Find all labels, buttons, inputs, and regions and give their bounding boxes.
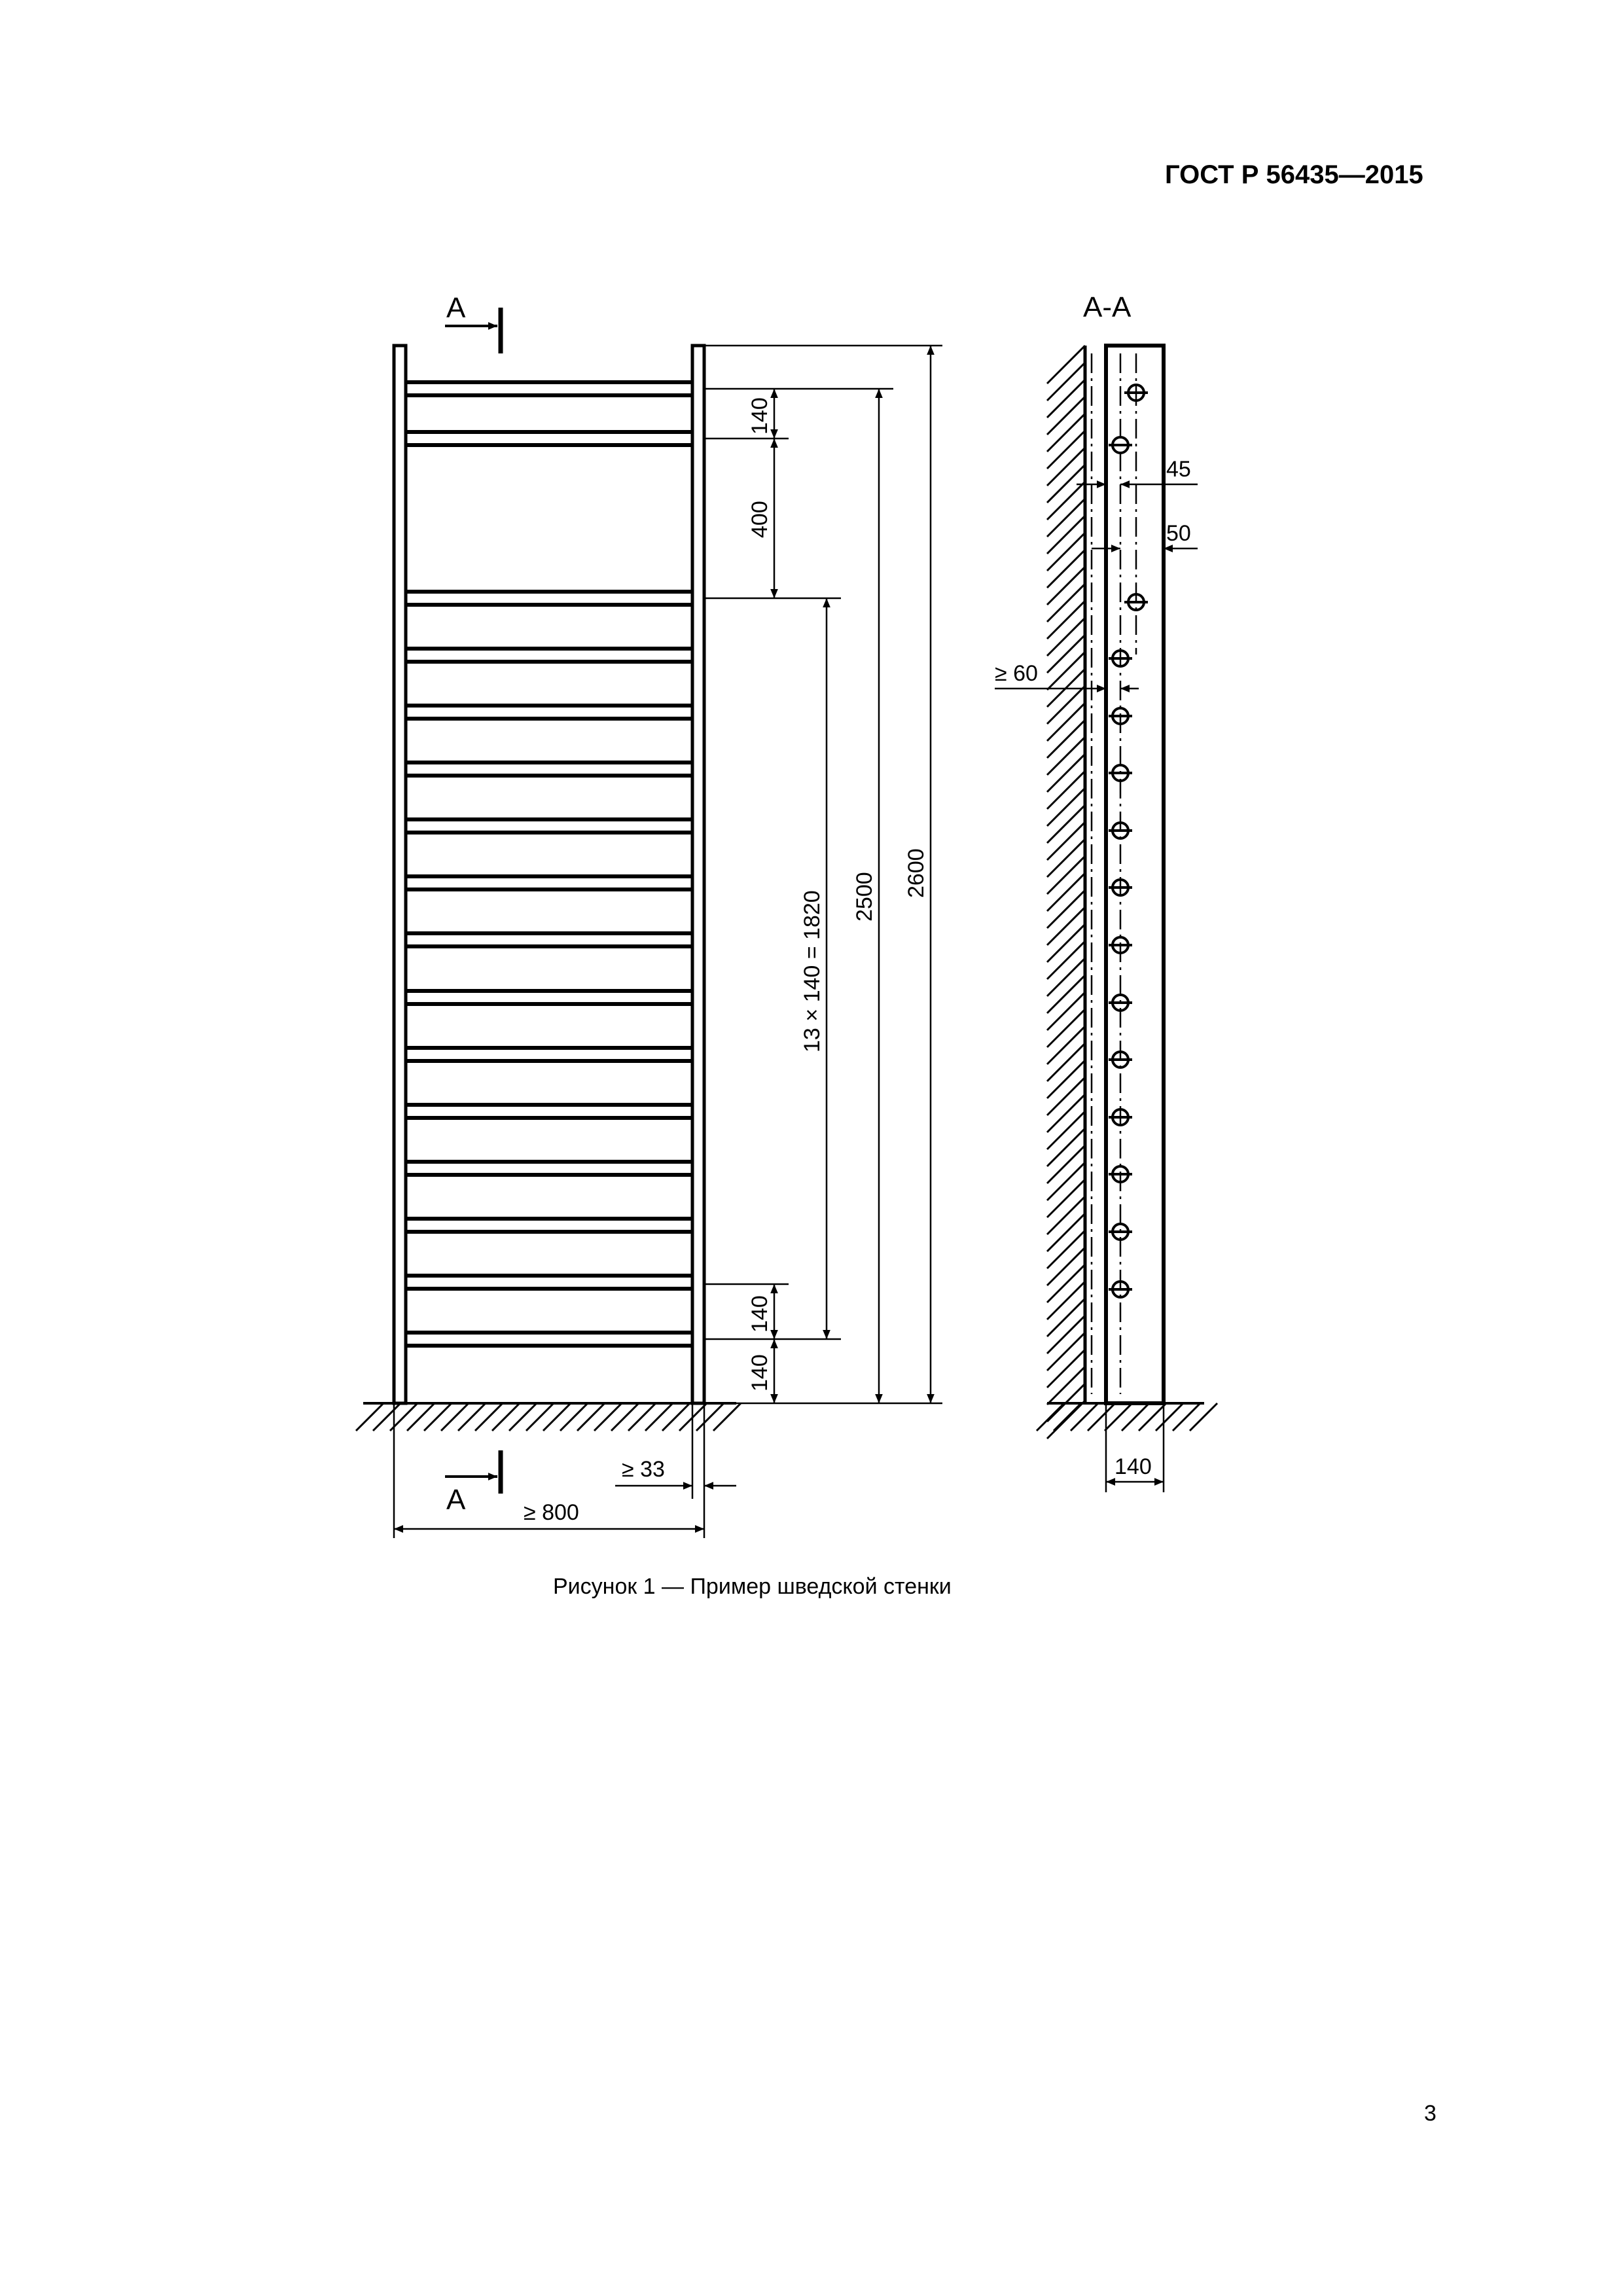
section-marker-top [445, 292, 501, 353]
left-post [394, 346, 406, 1403]
dim-width-800: ≥ 800 [524, 1500, 579, 1525]
dim-400: 400 [747, 501, 772, 538]
dim-50: 50 [1166, 521, 1191, 546]
section-dimension-lines [995, 484, 1198, 1492]
section-dimension-labels [995, 457, 1191, 1479]
dim-140-side: 140 [1115, 1454, 1152, 1479]
section-letter-bottom: A [446, 1484, 466, 1516]
rungs [406, 382, 692, 1346]
section-view [1047, 346, 1164, 1439]
section-title: A-A [1083, 291, 1132, 323]
front-dimension-lines [394, 346, 942, 1538]
dim-45: 45 [1166, 457, 1191, 482]
right-post [692, 346, 704, 1403]
front-dimension-labels [524, 397, 929, 1525]
section-post [1106, 346, 1164, 1403]
front-view [394, 346, 704, 1403]
section-marker-bottom [445, 1450, 501, 1516]
dim-140-top: 140 [747, 397, 772, 435]
dim-2500: 2500 [852, 872, 877, 922]
figure-caption: Рисунок 1 — Пример шведской стенки [553, 1574, 952, 1599]
document-standard-header: ГОСТ Р 56435—2015 [1165, 160, 1423, 189]
page-number: 3 [1424, 2101, 1436, 2126]
ground-hatch-front [356, 1403, 741, 1431]
dim-wall-gap-60: ≥ 60 [995, 661, 1038, 686]
dim-140-bottom: 140 [747, 1354, 772, 1391]
dim-140-low: 140 [747, 1295, 772, 1333]
dim-gap-33: ≥ 33 [622, 1457, 665, 1482]
section-letter-top: A [446, 292, 466, 324]
dim-2600: 2600 [904, 848, 929, 898]
dim-rung-spacing: 13 × 140 = 1820 [800, 890, 825, 1052]
ground-hatch-section [1037, 1403, 1217, 1431]
